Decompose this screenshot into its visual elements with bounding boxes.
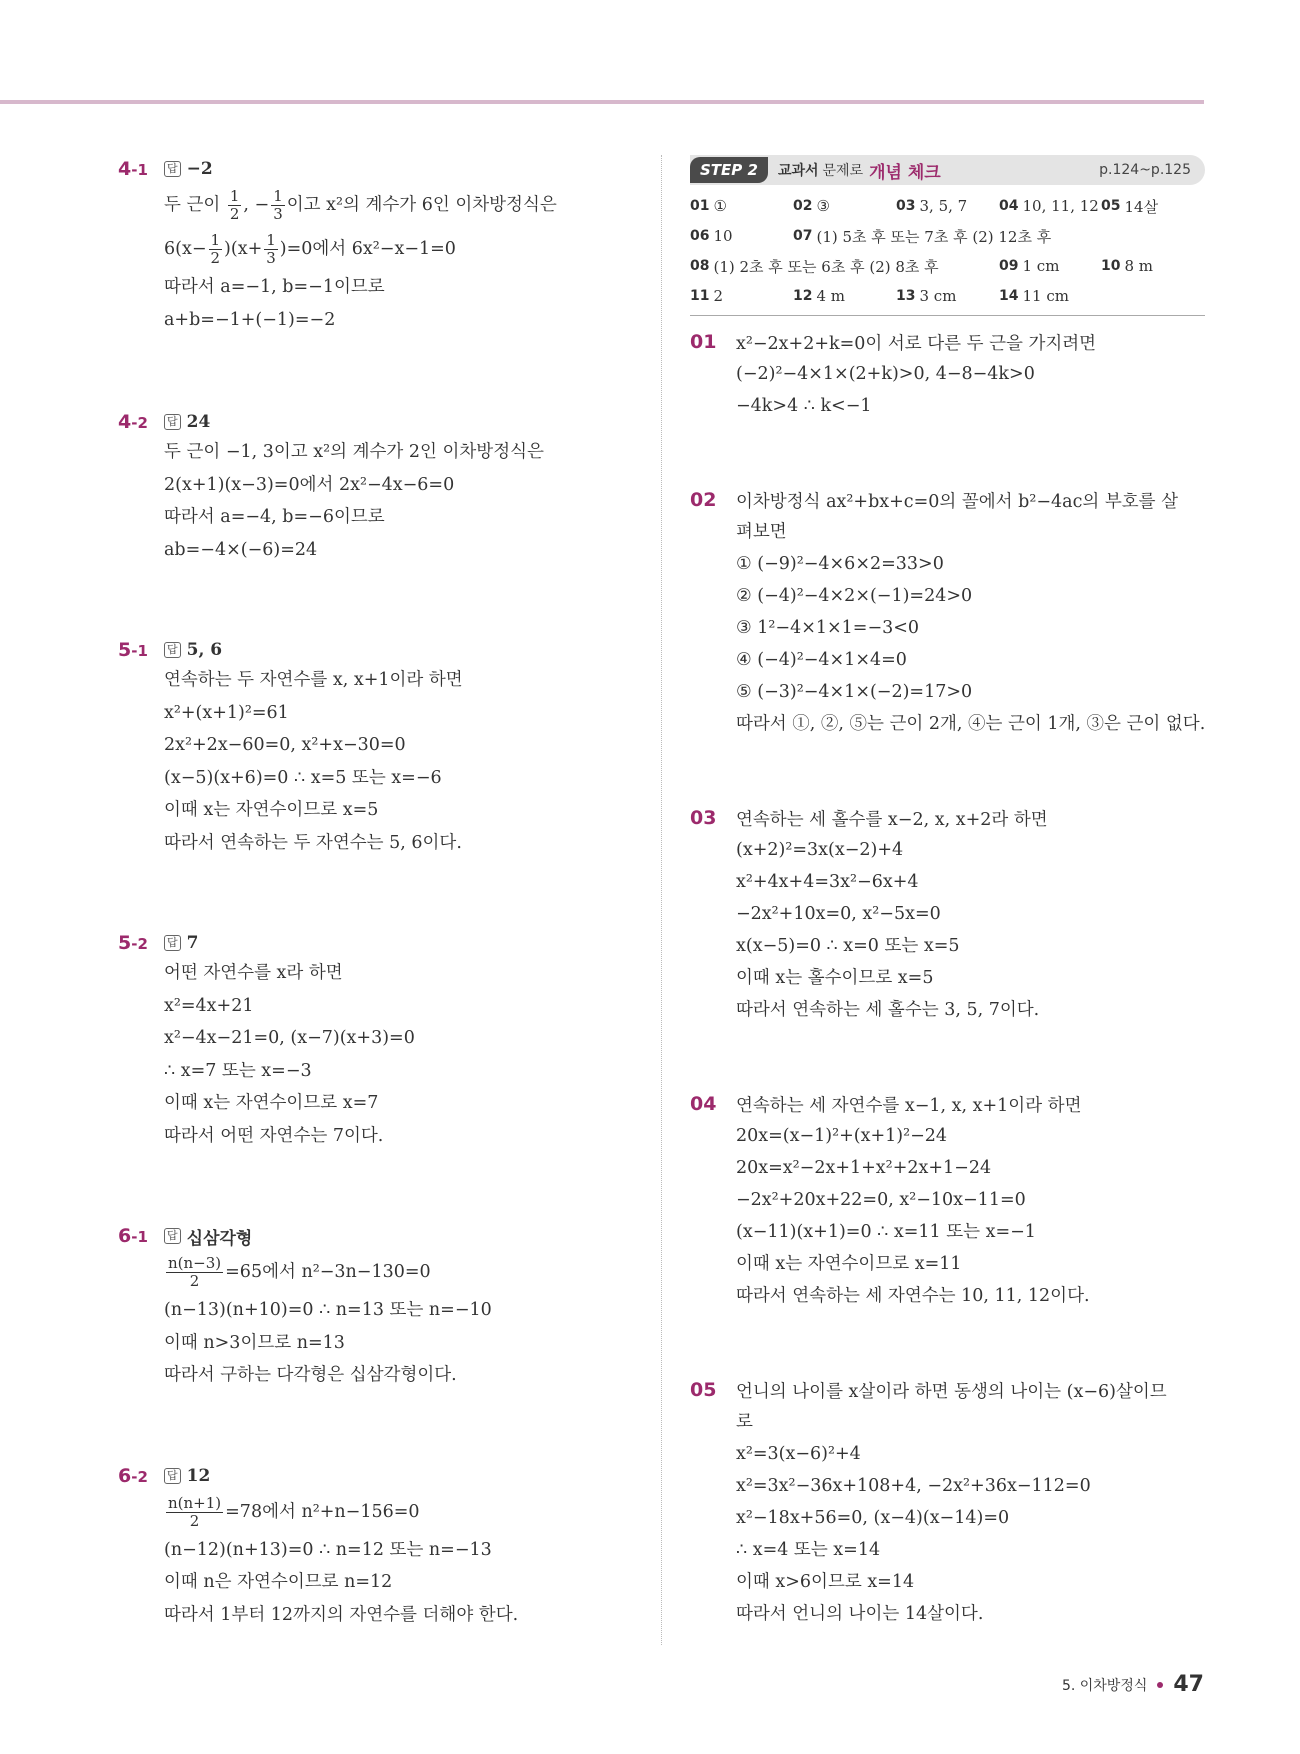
solution-line: (n−12)(n+13)=0 ∴ n=12 또는 n=−13 xyxy=(164,1539,492,1560)
problem-number: 5-1 xyxy=(118,639,148,661)
solution-line: 따라서 a=−1, b=−1이므로 xyxy=(164,277,385,297)
solution-number: 05 xyxy=(690,1379,717,1401)
quick-answer-row: 01 ① 02 ③ 03 3, 5, 7 04 10, 11, 12 05 14살 xyxy=(690,197,1159,216)
solution-line: (x−5)(x+6)=0 ∴ x=5 또는 x=−6 xyxy=(164,767,442,788)
solution-line: (x+2)²=3x(x−2)+4 xyxy=(736,840,904,860)
solution-line: 20x=x²−2x+1+x²+2x+1−24 xyxy=(736,1158,992,1178)
solution-line: 따라서 구하는 다각형은 십삼각형이다. xyxy=(164,1365,457,1385)
solution-line: 이때 n>3이므로 n=13 xyxy=(164,1332,345,1353)
solution-line: ∴ x=4 또는 x=14 xyxy=(736,1540,881,1560)
solution-number: 01 xyxy=(690,331,717,353)
solution-line: (x−11)(x+1)=0 ∴ x=11 또는 x=−1 xyxy=(736,1222,1036,1242)
solution-line: −2x²+10x=0, x²−5x=0 xyxy=(736,904,941,924)
answer-label-icon: 답 xyxy=(164,414,181,430)
answer-label-icon: 답 xyxy=(164,1468,181,1484)
problem-5-2 xyxy=(118,929,638,1152)
solution-line: x²+(x+1)²=61 xyxy=(164,702,289,723)
solution-line: $\frac{n(n-3)}{2}$ =65에서 n²−3n−130=0 xyxy=(168,1254,431,1290)
solution-line: 따라서 어떤 자연수는 7이다. xyxy=(164,1125,384,1146)
solution-line: 두 근이 −1, 3이고 x²의 계수가 2인 이차방정식은 xyxy=(164,442,544,462)
solution-line: 따라서 연속하는 두 자연수는 5, 6이다. xyxy=(164,832,462,853)
solution-04: 04 연속하는 세 자연수를 x−1, x, x+1이라 하면 20x=(x−1)²+(x+1)²−24 20x=x²−2x+1+x²+2x+1−24 −2x²+20x+22=0, x²−10x−11=0 (x−11)(x+1)=0 ∴ x=11 또는 x=−1 이때 x는 자연수이므로 x=11 따라서 연속하는 세 자연수는 10, 11, 12이다. xyxy=(690,1088,1205,1312)
solution-line: $\frac{n(n+1)}{2}$ =78에서 n²+n−156=0 xyxy=(168,1493,420,1530)
solution-line: (n−13)(n+10)=0 ∴ n=13 또는 n=−10 xyxy=(164,1300,492,1320)
solution-line: x²=4x+21 xyxy=(164,995,254,1016)
solution-number: 02 xyxy=(690,489,717,511)
solution-number: 03 xyxy=(690,807,717,829)
solution-line: 따라서 연속하는 세 홀수는 3, 5, 7이다. xyxy=(736,1000,1040,1020)
solution-line: ab=−4×(−6)=24 xyxy=(164,539,318,560)
solution-line: 두 근이 $\frac{1}{2}$ , − $\frac{1}{3}$ 이고 x²의 계수가 6인 이차방정식은 xyxy=(164,187,557,223)
solution-line: −4k>4 ∴ k<−1 xyxy=(736,396,872,416)
answer-value: 7 xyxy=(186,933,199,953)
solution-line: x²−18x+56=0, (x−4)(x−14)=0 xyxy=(736,1508,1010,1528)
problem-6-2 xyxy=(118,1462,638,1632)
solution-number: 04 xyxy=(690,1093,717,1115)
answer-value: 십삼각형 xyxy=(186,1228,253,1249)
answer-label-icon: 답 xyxy=(164,1228,181,1244)
solution-line: x²+4x+4=3x²−6x+4 xyxy=(736,872,919,892)
solution-line: x²=3(x−6)²+4 xyxy=(736,1444,861,1464)
solution-line: 이때 x는 자연수이므로 x=11 xyxy=(736,1254,962,1274)
solution-line: 따라서 a=−4, b=−6이므로 xyxy=(164,507,385,527)
solution-line: 이때 x>6이므로 x=14 xyxy=(736,1572,915,1592)
right-column xyxy=(690,155,1205,1630)
solution-line: 이때 x는 홀수이므로 x=5 xyxy=(736,968,934,988)
solution-line: 따라서 언니의 나이는 14살이다. xyxy=(736,1604,984,1624)
quick-answer-grid xyxy=(690,191,1205,316)
solution-line: ⑤ (−3)²−4×1×(−2)=17>0 xyxy=(736,682,973,702)
solution-line: 따라서 1부터 12까지의 자연수를 더해야 한다. xyxy=(164,1604,519,1625)
solution-03: 03 연속하는 세 홀수를 x−2, x, x+2라 하면 (x+2)²=3x(x−2)+4 x²+4x+4=3x²−6x+4 −2x²+10x=0, x²−5x=0 x(x−5)=0 ∴ x=0 또는 x=5 이때 x는 홀수이므로 x=5 따라서 연속하는 세 홀수는 3, 5, 7이다. xyxy=(690,802,1205,1026)
solution-line: x(x−5)=0 ∴ x=0 또는 x=5 xyxy=(736,936,960,956)
problem-4-2 xyxy=(118,408,638,566)
solution-line: (−2)²−4×1×(2+k)>0, 4−8−4k>0 xyxy=(736,364,1035,384)
page-reference: p.124~p.125 xyxy=(1099,162,1191,178)
solution-line: a+b=−1+(−1)=−2 xyxy=(164,309,336,330)
solution-line: 어떤 자연수를 x라 하면 xyxy=(164,963,343,983)
problem-4-1 xyxy=(118,155,638,336)
solution-line: 따라서 ①, ②, ⑤는 근이 2개, ④는 근이 1개, ③은 근이 없다. xyxy=(736,714,1206,734)
solution-line: 2(x+1)(x−3)=0에서 2x²−4x−6=0 xyxy=(164,474,455,495)
step-header xyxy=(690,155,1205,185)
problem-5-1 xyxy=(118,636,638,859)
answer-label-icon: 답 xyxy=(164,642,181,658)
solution-05: 05 언니의 나이를 x살이라 하면 동생의 나이는 (x−6)살이므 로 x²=3(x−6)²+4 x²=3x²−36x+108+4, −2x²+36x−112=0 x²−18x+56=0, (x−4)(x−14)=0 ∴ x=4 또는 x=14 이때 x>6이므로 x=14 따라서 언니의 나이는 14살이다. xyxy=(690,1374,1205,1630)
solution-line: ④ (−4)²−4×1×4=0 xyxy=(736,650,907,670)
solution-line: ∴ x=7 또는 x=−3 xyxy=(164,1060,312,1081)
solution-02: 02 이차방정식 ax²+bx+c=0의 꼴에서 b²−4ac의 부호를 살 펴보면 ① (−9)²−4×6×2=33>0 ② (−4)²−4×2×(−1)=24>0 ③ 1²−4×1×1=−3<0 ④ (−4)²−4×1×4=0 ⑤ (−3)²−4×1×(−2)=17>0 따라서 ①, ②, ⑤는 근이 2개, ④는 근이 1개, ③은 근이 없다. xyxy=(690,484,1205,740)
solution-line: x²−4x−21=0, (x−7)(x+3)=0 xyxy=(164,1028,415,1048)
solution-line: 로 xyxy=(736,1412,753,1432)
chapter-title: 5. 이차방정식 xyxy=(1061,1677,1148,1694)
column-divider xyxy=(661,155,662,1645)
solution-line: ③ 1²−4×1×1=−3<0 xyxy=(736,618,920,638)
solution-line: x²=3x²−36x+108+4, −2x²+36x−112=0 xyxy=(736,1476,1091,1496)
page-number: 47 xyxy=(1173,1672,1204,1697)
problem-6-1 xyxy=(118,1222,638,1392)
answer-value: 5, 6 xyxy=(186,640,223,660)
top-rule xyxy=(0,100,1204,104)
solution-line: −2x²+20x+22=0, x²−10x−11=0 xyxy=(736,1190,1026,1210)
answer-label-icon: 답 xyxy=(164,935,181,951)
solution-line: ① (−9)²−4×6×2=33>0 xyxy=(736,554,944,574)
page-footer xyxy=(1062,1672,1204,1697)
problem-number: 4-2 xyxy=(118,411,148,433)
solution-line: 이때 x는 자연수이므로 x=7 xyxy=(164,1093,379,1113)
quick-answer-row: 06 10 07 (1) 5초 후 또는 7초 후 (2) 12초 후 xyxy=(690,227,1052,246)
solution-line: 20x=(x−1)²+(x+1)²−24 xyxy=(736,1126,948,1146)
problem-number: 4-1 xyxy=(118,158,148,180)
step-title-highlight: 개념 체크 xyxy=(869,162,941,183)
solution-line: 6(x− $\frac{1}{2}$ )(x+ $\frac{1}{3}$ )=0에서 6x²−x−1=0 xyxy=(164,231,456,267)
solution-line: 이때 n은 자연수이므로 n=12 xyxy=(164,1572,393,1592)
problem-number: 6-1 xyxy=(118,1225,148,1247)
problem-number: 5-2 xyxy=(118,932,148,954)
step-title: 교과서 xyxy=(777,163,819,179)
step-title: 문제로 xyxy=(822,163,864,179)
quick-answer-row: 11 2 12 4 m 13 3 cm 14 11 cm xyxy=(690,287,1069,305)
answer-value: 24 xyxy=(186,412,211,432)
step-badge: STEP 2 xyxy=(690,157,768,183)
solution-line: 따라서 연속하는 세 자연수는 10, 11, 12이다. xyxy=(736,1286,1090,1306)
quick-answer-row: 08 (1) 2초 후 또는 6초 후 (2) 8초 후 09 1 cm 10 8 m xyxy=(690,257,1154,276)
solution-line: 이때 x는 자연수이므로 x=5 xyxy=(164,800,379,820)
answer-label-icon: 답 xyxy=(164,161,181,177)
answer-value: −2 xyxy=(186,159,213,179)
solution-line: 2x²+2x−60=0, x²+x−30=0 xyxy=(164,735,406,755)
bullet-icon xyxy=(1157,1682,1163,1688)
solution-line: ② (−4)²−4×2×(−1)=24>0 xyxy=(736,586,973,606)
problem-number: 6-2 xyxy=(118,1464,148,1487)
answer-value: 12 xyxy=(186,1465,211,1486)
left-column xyxy=(118,155,638,1631)
solution-line: 펴보면 xyxy=(736,522,787,542)
solution-01: 01 x²−2x+2+k=0이 서로 다른 두 근을 가지려면 (−2)²−4×1×(2+k)>0, 4−8−4k>0 −4k>4 ∴ k<−1 xyxy=(690,326,1205,422)
solution-line: 연속하는 두 자연수를 x, x+1이라 하면 xyxy=(164,670,463,690)
